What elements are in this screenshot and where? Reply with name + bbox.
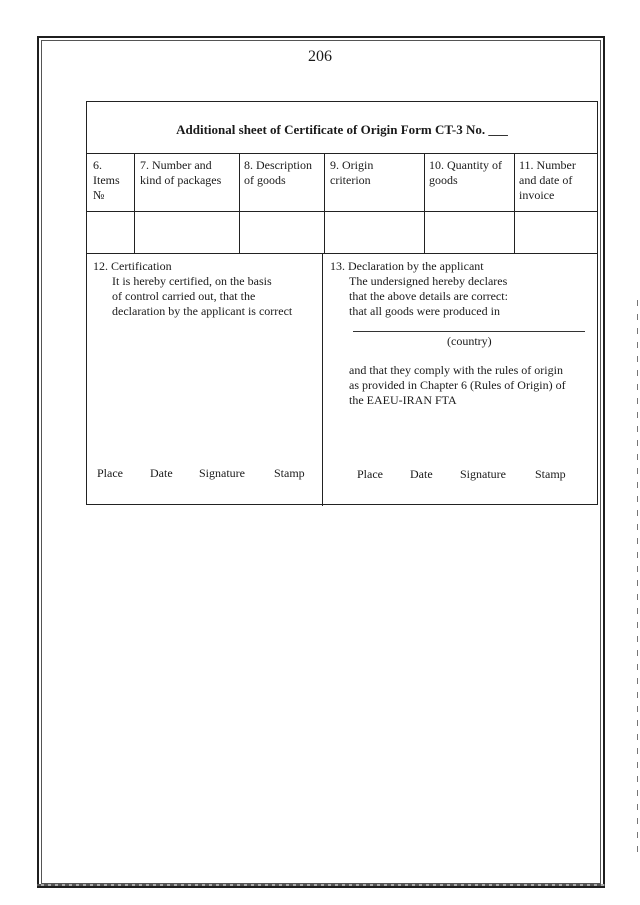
certification-stamp-label: Stamp bbox=[274, 466, 305, 480]
country-label: (country) bbox=[447, 334, 492, 348]
declaration-text: The undersigned hereby declares that the above details are correct: that all goods were produced in bbox=[349, 274, 508, 318]
form-title: Additional sheet of Certificate of Origin Form CT-3 No. ___ bbox=[176, 122, 508, 137]
table-bottom-divider bbox=[87, 253, 597, 254]
column-header-description: 8. Description of goods bbox=[244, 158, 312, 187]
certification-signature-label: Signature bbox=[199, 466, 245, 480]
declaration-stamp-label: Stamp bbox=[535, 467, 566, 481]
header-divider bbox=[87, 153, 597, 154]
declaration-signature-label: Signature bbox=[460, 467, 506, 481]
certificate-form bbox=[86, 101, 598, 505]
column-divider-2 bbox=[239, 153, 240, 253]
scan-edge-mark bbox=[637, 300, 638, 860]
column-header-divider bbox=[87, 211, 597, 212]
declaration-text-continued: and that they comply with the rules of origin as provided in Chapter 6 (Rules of Origin) of the EAEU-IRAN FTA bbox=[349, 363, 566, 407]
declaration-date-label: Date bbox=[410, 467, 433, 481]
column-header-invoice: 11. Number and date of invoice bbox=[519, 158, 576, 202]
scan-bottom-mark bbox=[37, 884, 605, 886]
certification-place-label: Place bbox=[97, 466, 123, 480]
declaration-place-label: Place bbox=[357, 467, 383, 481]
column-divider-1 bbox=[134, 153, 135, 253]
certification-date-label: Date bbox=[150, 466, 173, 480]
column-divider-5 bbox=[514, 153, 515, 253]
column-header-origin-criterion: 9. Origin criterion bbox=[330, 158, 374, 187]
certification-text: It is hereby certified, on the basis of control carried out, that the declaration by the applicant is correct bbox=[112, 274, 293, 318]
page-number: 206 bbox=[308, 48, 332, 65]
column-header-quantity: 10. Quantity of goods bbox=[429, 158, 502, 187]
declaration-heading: 13. Declaration by the applicant bbox=[330, 259, 484, 273]
column-header-packages: 7. Number and kind of packages bbox=[140, 158, 222, 187]
section-divider bbox=[322, 253, 323, 506]
certification-heading: 12. Certification bbox=[93, 259, 172, 273]
column-divider-4 bbox=[424, 153, 425, 253]
column-divider-3 bbox=[324, 153, 325, 253]
column-header-items: 6. Items № bbox=[93, 158, 120, 202]
country-field-line bbox=[353, 331, 585, 332]
